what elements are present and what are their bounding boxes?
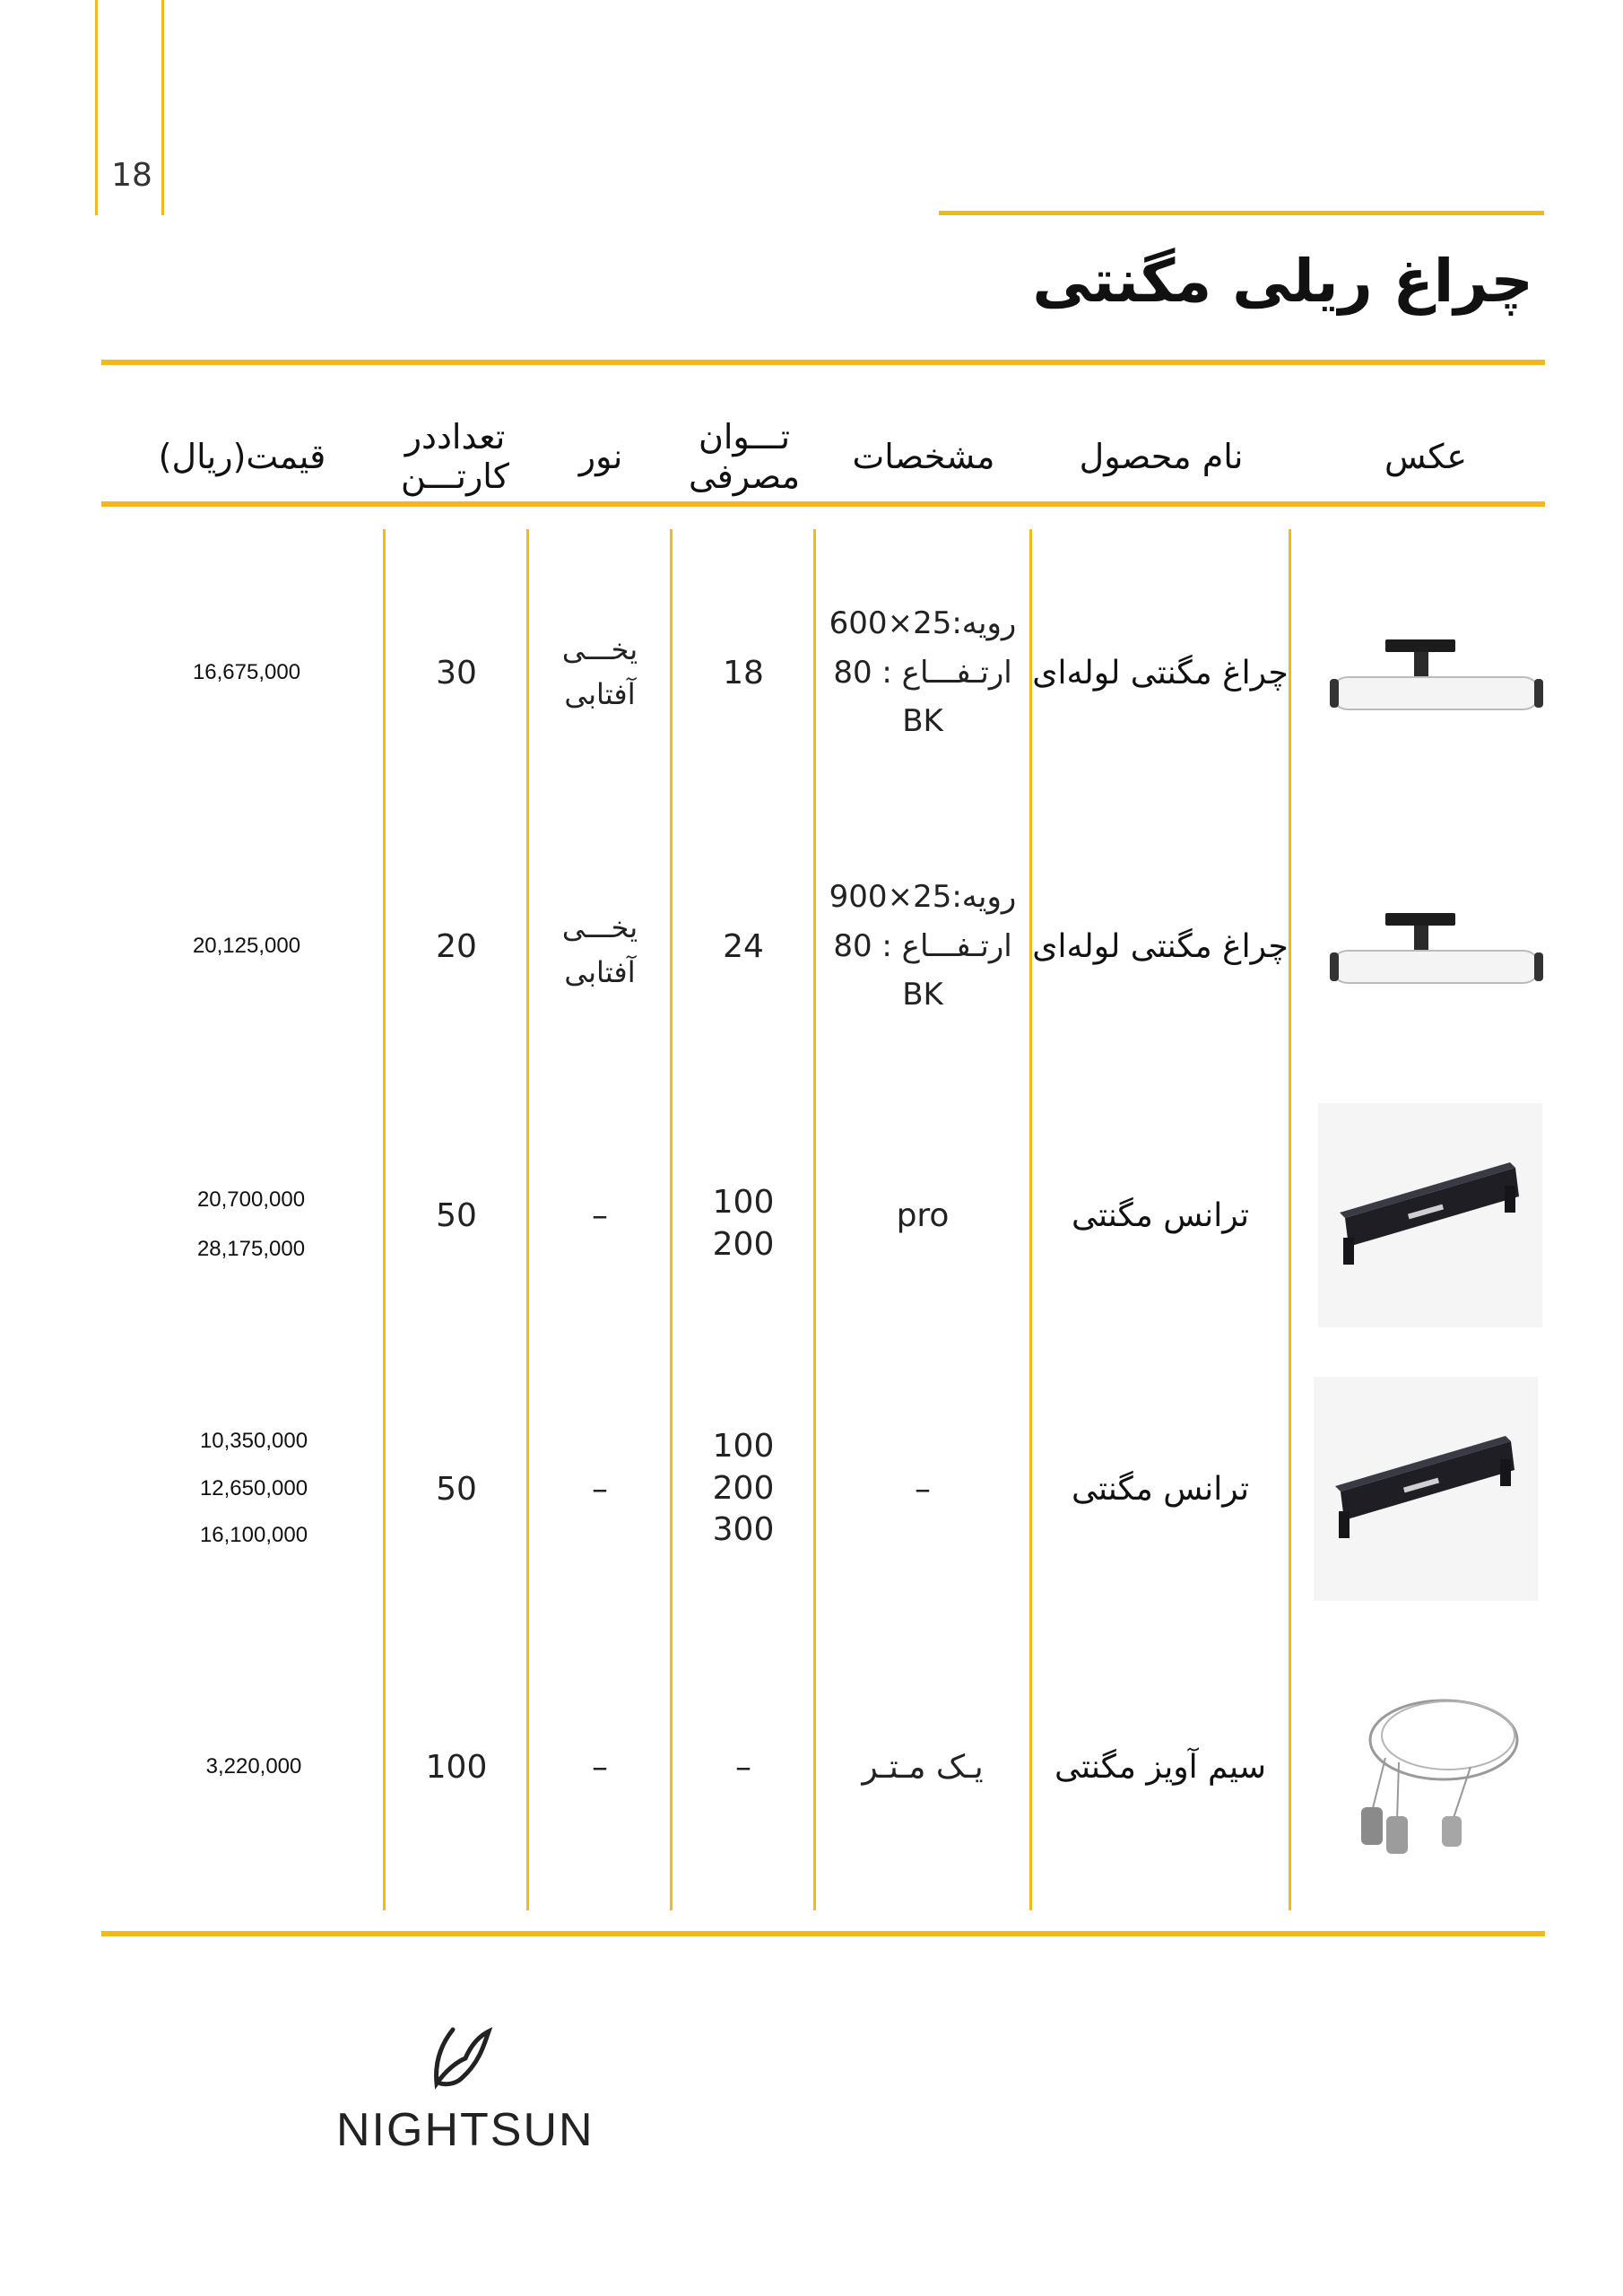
nightsun-logo-icon <box>426 2022 498 2090</box>
page-title: چراغ ریلی مگنتی <box>1032 247 1533 316</box>
tube-light-icon <box>1323 906 1556 1004</box>
light-value: – <box>592 1196 608 1234</box>
page-number: 18 <box>111 157 152 194</box>
product-name: ترانس مگنتی <box>1071 1470 1250 1508</box>
suspension-wire-icon <box>1336 1686 1533 1866</box>
product-name: سیم آویز مگنتی <box>1054 1748 1267 1786</box>
product-specs: pro <box>896 1196 950 1234</box>
power-value: 100 200 <box>712 1184 775 1263</box>
header-photo: عکس <box>1384 437 1468 477</box>
carton-count: 30 <box>436 654 477 691</box>
price-value: 20,700,000 28,175,000 <box>196 1187 306 1261</box>
power-value: 18 <box>723 654 764 691</box>
carton-count: 50 <box>436 1470 477 1508</box>
header-price: قیمت(ریال) <box>158 437 326 477</box>
carton-count: 100 <box>425 1748 488 1786</box>
transformer-icon <box>1314 1377 1538 1601</box>
title-underline <box>939 211 1544 215</box>
price-value: 3,220,000 <box>205 1753 302 1779</box>
header-top-rule <box>101 360 1545 365</box>
power-value: 24 <box>723 927 764 965</box>
product-specs: – <box>915 1470 931 1508</box>
header-power: تـــوان مصرفی <box>688 417 801 496</box>
price-value: 20,125,000 <box>192 933 301 958</box>
transformer-icon <box>1318 1103 1542 1327</box>
page-number-left-bar <box>95 0 98 215</box>
product-name: چراغ مگنتی لوله‌ای <box>1032 654 1289 691</box>
light-value: – <box>592 1748 608 1786</box>
header-light: نور <box>578 437 623 477</box>
light-value: یخـــی آفتابی <box>561 632 638 711</box>
product-specs: رویه:25×600 ارتـفـــاع : 80 BK <box>829 605 1017 740</box>
product-name: چراغ مگنتی لوله‌ای <box>1032 927 1289 965</box>
light-value: یخـــی آفتابی <box>561 910 638 989</box>
price-value: 16,675,000 <box>192 659 301 684</box>
brand-name: NIGHTSUN <box>336 2104 595 2156</box>
carton-count: 20 <box>436 927 477 965</box>
light-value: – <box>592 1470 608 1508</box>
product-name: ترانس مگنتی <box>1071 1196 1250 1234</box>
power-value: – <box>735 1748 751 1786</box>
power-value: 100 200 300 <box>712 1427 775 1549</box>
table-bottom-rule <box>101 1931 1545 1936</box>
carton-count: 50 <box>436 1196 477 1234</box>
product-specs: رویه:25×900 ارتـفـــاع : 80 BK <box>829 879 1017 1013</box>
product-specs: یـک مـتـر <box>862 1748 984 1786</box>
header-specs: مشخصات <box>852 437 995 477</box>
header-name: نام محصول <box>1079 437 1244 477</box>
price-value: 10,350,000 12,650,000 16,100,000 <box>199 1428 308 1548</box>
header-carton: تعداددر کارتـــن <box>401 417 509 496</box>
tube-light-icon <box>1323 632 1556 731</box>
